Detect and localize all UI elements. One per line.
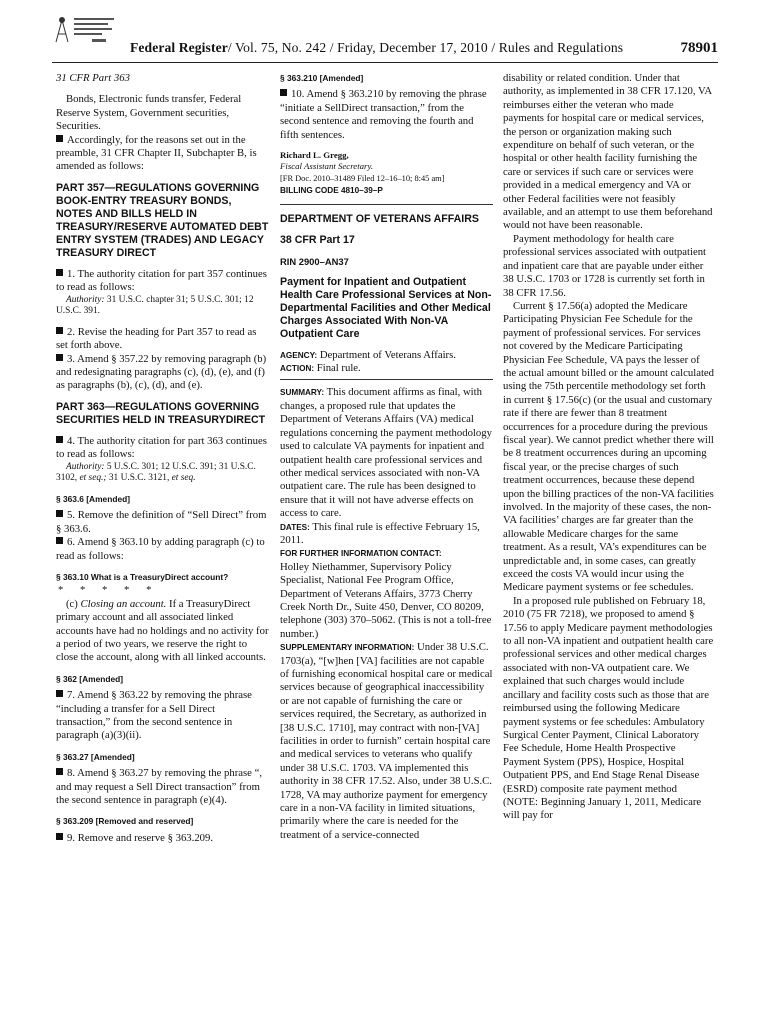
body-paragraph-2: Payment methodology for health care professional services associated with outpatient and inpatient care that are payable under either 38 U.S.C. 1703 or 1728 is currently set forth in 38 CFR 17.56. [503,232,707,299]
authority-citation-1: Authority: 31 U.S.C. chapter 31; 5 U.S.C. 301; 12 U.S.C. 391. [56,294,254,317]
section-363-10-heading: § 363.10 What is a TreasuryDirect account? [56,571,229,582]
action-line: ACTION: Final rule. [280,362,361,375]
amendment-item-10: 10. Amend § 363.210 by removing the phrase “initiate a SellDirect transaction,” from the second sentence and removing the fourth and fifth sentences. [280,88,487,141]
amendment-bullet [56,510,63,517]
amendment-bullet [56,135,63,142]
cfr-part-heading: 31 CFR Part 363 [56,72,130,84]
amendment-bullet [56,833,63,840]
journal-name: Federal Register [130,40,228,55]
summary-divider [280,379,493,380]
amendment-item-8: 8. Amend § 363.27 by removing the phrase “, and may request a Sell Direct transaction” from the second sentence in paragraph (e)(4). [56,767,263,806]
part-363-heading: PART 363—REGULATIONS GOVERNING SECURITIES HELD IN TREASURYDIRECT [56,400,266,426]
amend-intro: Accordingly, for the reasons set out in the preamble, 31 CFR Chapter II, Subchapter B, is amended as follows: [56,133,257,173]
header-rule [52,62,718,63]
amendment-item-4: 4. The authority citation for part 363 continues to read as follows: [56,434,267,461]
rule-title: Payment for Inpatient and Outpatient Health Care Professional Services at Non-Departmental Facilities and Other Medical Charges Associated With Non-VA Outpatient Care [280,275,492,340]
billing-code: BILLING CODE 4810–39–P [280,186,383,196]
agency-heading: DEPARTMENT OF VETERANS AFFAIRS [280,212,479,225]
amendment-item-5: 5. Remove the definition of “Sell Direct” from § 363.6. [56,509,267,535]
dates-paragraph: DATES: This final rule is effective February 15, 2011. [280,520,480,546]
amendment-bullet [56,690,63,697]
amendment-item-1: 1. The authority citation for part 357 continues to read as follows: [56,267,267,294]
cfr-part-17-heading: 38 CFR Part 17 [280,233,355,246]
amendment-item-3: 3. Amend § 357.22 by removing paragraph (b) and redesignating paragraphs (c), (d), (e), and (f) as paragraphs (b), (c), (d), and (e). [56,352,267,392]
paragraph-c: (c) Closing an account. If a TreasuryDirect primary account and all associated linked accounts have had no holdings and no activity for a period of two years, we reserve the right to close the account, along with all linked accounts. [56,597,269,664]
body-paragraph-4: In a proposed rule published on February 18, 2010 (75 FR 7218), we proposed to amend § 17.56 to apply Medicare payment methodologies to all non-VA inpatient and outpatient health care professional services and other medical charges associated with non-VA outpatient care. We explained that such charges would include ancillary and facility costs such as those that are reimbursed using the following Medicare payment systems or fee schedules: Ambulatory Surgical Center Payment, Clinical Laboratory Fee Schedule, Home Health Prospective Payment System (PPS), Hospice, Hospital Outpatient PPS, and End Stage Renal Disease (ESRD) composite rate payment method (NOTE: Beginning January 1, 2011, Medicare will pay for [503,594,714,822]
section-363-210-heading: § 363.210 [Amended] [280,73,364,83]
section-363-6-heading: § 363.6 [Amended] [56,493,131,504]
section-362-heading: § 362 [Amended] [56,673,124,684]
gpo-authenticated-logo [52,12,120,46]
body-paragraph-3: Current § 17.56(a) adopted the Medicare Participating Physician Fee Schedule for the payment of professional services. For services not covered by the Medicare Participating Physician Fee Schedule, VA pays the lesser of the actual amount billed or the amount calculated using the 75th percentile methodology set forth in current § 17.56(c) (or the usual and customary rate if there are fewer than 8 treatment occurrences for a procedure during the previous fiscal year). We cannot predict whether there will be 8 treatment occurrences during an upcoming fiscal year, or the precise charges of such treatment occurrences, because these depend upon the billing practices of the non-VA facilities involved. In the majority of these cases, the non-VA facilities’ charges are far greater than the allowable Medicare charges for the same treatment. As a result, VA’s expenditures can be unpredictable and, in some cases, can greatly exceed the costs VA would incur using the Medicare payment systems or fee schedules. [503,299,714,594]
omission-stars: * * * * * [58,584,152,597]
fr-doc-line: [FR Doc. 2010–31489 Filed 12–16–10; 8:45 am] [280,173,445,183]
agency-line: AGENCY: Department of Veterans Affairs. [280,348,456,361]
column-2 [280,72,493,842]
contact-paragraph: FOR FURTHER INFORMATION CONTACT: Holley Niethammer, Supervisory Policy Specialist, National Fee Program Office, Department of Veterans Affairs, 3773 Cherry Creek North Dr., Suite 450, Denver, CO 80209, telephone (303) 370–5062. (This is not a toll-free number.) [280,549,492,640]
column-1 [56,72,270,845]
amendment-bullet [56,327,63,334]
document-divider [280,204,493,205]
subjects-list: Bonds, Electronic funds transfer, Federal Reserve System, Government securities, Securities. [56,93,242,133]
amendment-bullet [56,354,63,361]
issue-info: / Vol. 75, No. 242 / Friday, December 17, 2010 / Rules and Regulations [227,40,624,55]
running-title [130,40,623,56]
summary-paragraph: SUMMARY: This document affirms as final, with changes, a proposed rule that updates the Department of Veterans Affairs (VA) medical regulations concerning the payment methodology used to calculate VA payments for inpatient and outpatient health care professional services and other medical services associated with non-VA outpatient care. The rule has been designed to ensure that it will not have adverse effects on access to care. [280,386,492,520]
amendment-bullet [56,436,63,443]
signer-name: Richard L. Gregg, [280,150,349,161]
amendment-item-2: 2. Revise the heading for Part 357 to read as set forth above. [56,325,257,352]
authority-citation-2: Authority: 5 U.S.C. 301; 12 U.S.C. 391; 31 U.S.C. 3102, et seq.; 31 U.S.C. 3121, et seq. [56,461,256,484]
section-363-209-heading: § 363.209 [Removed and reserved] [56,816,194,827]
amendment-item-9: 9. Remove and reserve § 363.209. [56,832,270,845]
amendment-bullet [56,269,63,276]
page-header [130,40,718,60]
amendment-bullet [280,89,287,96]
body-paragraph-1: disability or related condition. Under that authority, as implemented in 38 CFR 17.120, VA reimburses either the veteran who made payments for hospital care or medical services, the person or organization making such expenditure on behalf of such veteran, or the hospital or other health facility furnishing the care or services if such care or services were provided in a medical emergency and VA or other Federal facilities were not feasibly available, and an attempt to use them beforehand would not have been reasonable. [503,72,713,232]
supplementary-paragraph: SUPPLEMENTARY INFORMATION: Under 38 U.S.C. 1703(a), “[w]hen [VA] facilities are not capable of furnishing economical hospital care or medical services because of geographical inaccessibility or are not capable of furnishing the care or services required, the Secretary, as authorized in [38 U.S.C. 1710], may contract with non-[VA] facilities in order to furnish” certain hospital care and medical services to veterans who qualify under 38 U.S.C. 1703. VA implemented this authority in 38 CFR 17.52. Also, under 38 U.S.C. 1728, VA may authorize payment for emergency care in a non-VA facility in limited situations, primarily where the care is needed for the treatment of a service-connected [280,641,493,841]
page-number: 78901 [680,40,718,56]
amendment-item-6: 6. Amend § 363.10 by adding paragraph (c) to read as follows: [56,536,265,562]
amendment-bullet [56,768,63,775]
signer-title: Fiscal Assistant Secretary. [280,161,374,172]
amendment-item-7: 7. Amend § 363.22 by removing the phrase “including a transfer for a Sell Direct transaction,” from the second sentence in paragraph (a)(3)(ii). [56,689,252,742]
section-363-27-heading: § 363.27 [Amended] [56,751,135,762]
part-357-heading: PART 357—REGULATIONS GOVERNING BOOK-ENTRY TREASURY BONDS, NOTES AND BILLS HELD IN TREASURY/RESERVE AUTOMATED DEBT ENTRY SYSTEM (TRADES) AND LEGACY TREASURY DIRECT [56,181,269,259]
amendment-bullet [56,537,63,544]
rin-number: RIN 2900–AN37 [280,255,349,267]
column-3 [503,72,714,823]
